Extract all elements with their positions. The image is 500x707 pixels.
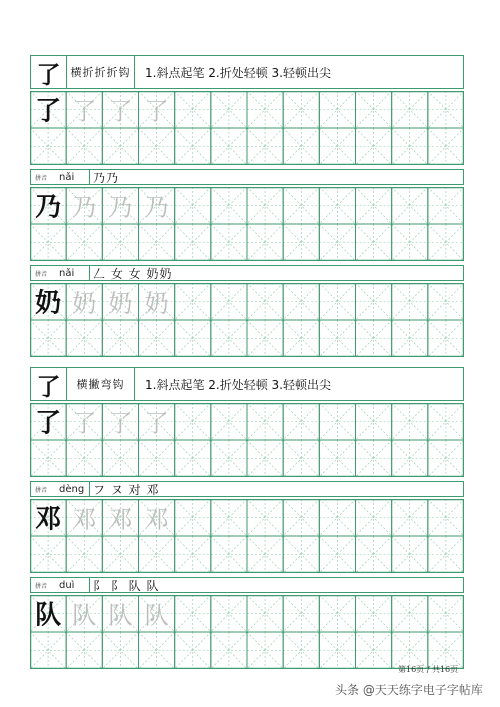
trace-char: 队: [108, 601, 133, 630]
trace-char: 邓: [144, 505, 169, 534]
stroke-char: 了: [31, 56, 67, 88]
practice-grid: [30, 91, 464, 165]
stroke-order: フ ヌ 对 邓: [89, 482, 159, 496]
practice-row: [30, 187, 464, 261]
stroke-tips: 1.斜点起笔 2.折处轻顿 3.轻顿出尖: [145, 377, 331, 392]
practice-grid: [30, 403, 464, 477]
page-number: 第16页 / 共16页: [398, 665, 459, 674]
practice-row: [30, 283, 464, 357]
model-char: 了: [35, 408, 62, 439]
trace-char: 乃: [108, 193, 133, 222]
trace-char: 了: [72, 97, 97, 126]
trace-char: 乃: [72, 193, 97, 222]
trace-char: 了: [144, 97, 169, 126]
model-char: 了: [35, 96, 62, 127]
pinyin-row: [30, 577, 464, 593]
pinyin-label: 拼音: [35, 174, 48, 182]
trace-char: 奶: [72, 289, 97, 318]
stroke-tips: 1.斜点起笔 2.折处轻顿 3.轻顿出尖: [145, 65, 331, 80]
model-char: 队: [35, 600, 62, 631]
stroke-header: [30, 55, 464, 89]
trace-char: 奶: [144, 289, 169, 318]
stroke-name: 横折折折钩: [67, 56, 135, 88]
model-char: 邓: [35, 504, 62, 535]
pinyin-label: 拼音: [35, 270, 48, 278]
pinyin-label: 拼音: [35, 486, 48, 494]
model-char: 乃: [35, 192, 62, 223]
pinyin-value: nǎi: [59, 171, 75, 183]
practice-row: [30, 91, 464, 165]
pinyin-label: 拼音: [35, 582, 48, 590]
pinyin-value: nǎi: [59, 267, 75, 279]
pinyin-value: duì: [59, 579, 75, 591]
trace-char: 邓: [72, 505, 97, 534]
practice-grid: [30, 283, 464, 357]
stroke-char: 了: [31, 368, 67, 400]
trace-char: 乃: [144, 193, 169, 222]
practice-row: [30, 499, 464, 573]
practice-row: [30, 595, 464, 669]
stroke-order: 𠃋 女 女 奶奶: [89, 266, 172, 280]
worksheet: [30, 55, 464, 669]
practice-row: [30, 403, 464, 477]
trace-char: 了: [144, 409, 169, 438]
practice-grid: [30, 187, 464, 261]
stroke-header: [30, 367, 464, 401]
model-char: 奶: [35, 288, 62, 319]
pinyin-row: [30, 169, 464, 185]
trace-char: 奶: [108, 289, 133, 318]
practice-grid: [30, 499, 464, 573]
pinyin-row: [30, 265, 464, 281]
stroke-order: 阝 阝 队 队: [89, 578, 159, 592]
trace-char: 邓: [108, 505, 133, 534]
trace-char: 了: [108, 409, 133, 438]
practice-grid: [30, 595, 464, 669]
trace-char: 队: [72, 601, 97, 630]
pinyin-value: dèng: [59, 483, 85, 495]
watermark: 头条 @天天练字电子字帖库: [335, 683, 483, 697]
stroke-order: 乃乃: [89, 170, 119, 184]
pinyin-row: [30, 481, 464, 497]
trace-char: 了: [72, 409, 97, 438]
trace-char: 了: [108, 97, 133, 126]
trace-char: 队: [144, 601, 169, 630]
stroke-name: 横撇弯钩: [67, 368, 135, 400]
